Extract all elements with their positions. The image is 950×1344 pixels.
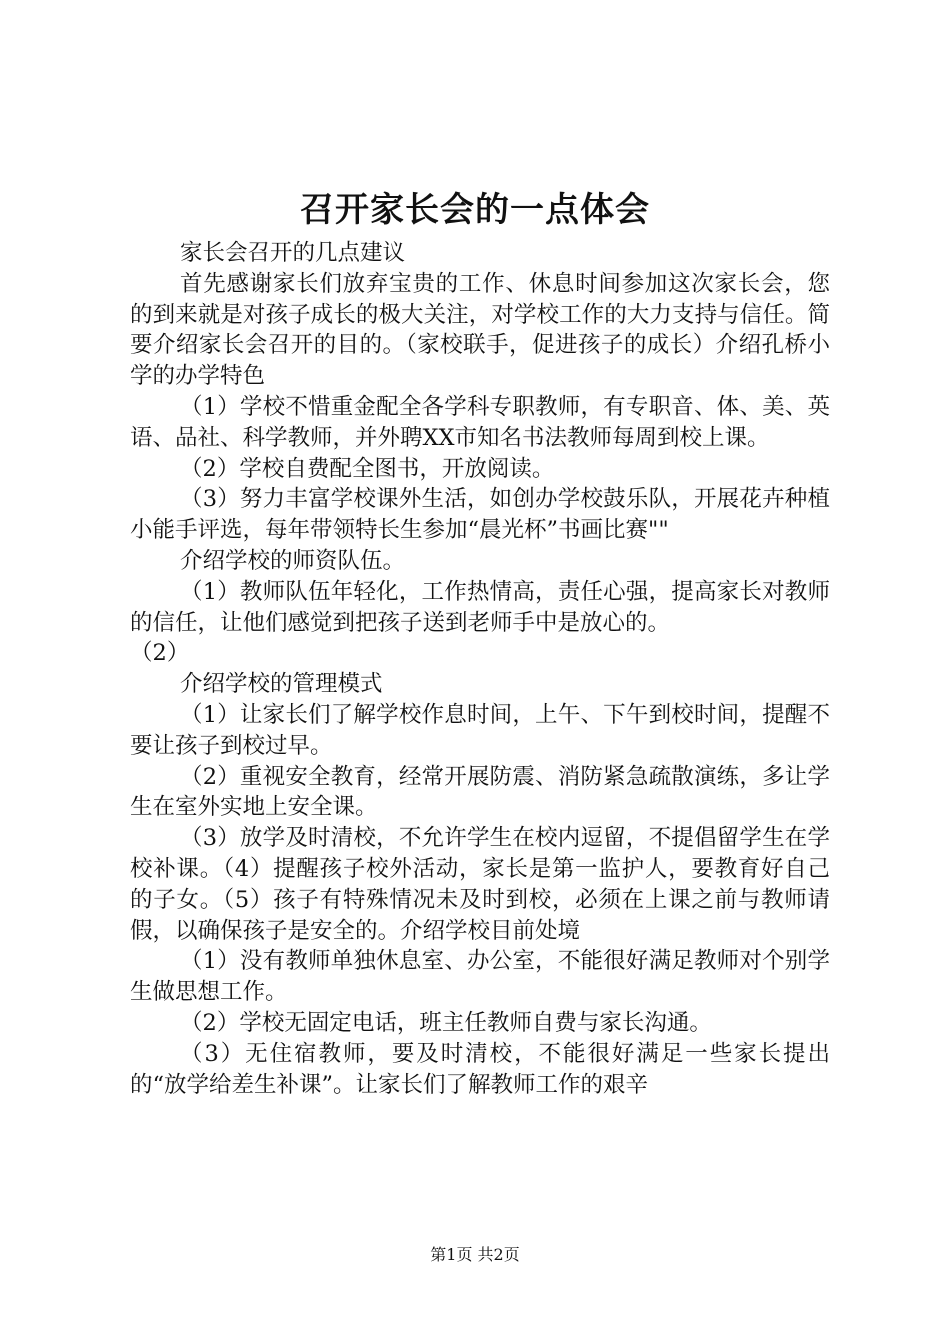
paragraph: （3）努力丰富学校课外生活，如创办学校鼓乐队，开展花卉种植小能手评选，每年带领特长生参加“晨光杯”书画比赛"" — [130, 486, 830, 544]
paragraph: （1）学校不惜重金配全各学科专职教师，有专职音、体、美、英语、品社、科学教师，并外聘XX市知名书法教师每周到校上课。 — [130, 393, 830, 451]
document-body — [130, 238, 830, 1100]
paragraph: （2）重视安全教育，经常开展防震、消防紧急疏散演练，多让学生在室外实地上安全课。 — [130, 763, 830, 821]
paragraph: 家长会召开的几点建议 — [180, 240, 406, 266]
page-number-footer: 第1页 共2页 — [430, 1245, 520, 1264]
paragraph: （1）让家长们了解学校作息时间，上午、下午到校时间，提醒不要让孩子到校过早。 — [130, 701, 830, 759]
paragraph: 首先感谢家长们放弃宝贵的工作、休息时间参加这次家长会，您的到来就是对孩子成长的极大关注，对学校工作的大力支持与信任。简要介绍家长会召开的目的。（家校联手，促进孩子的成长）介绍孔桥小学的办学特色 — [130, 270, 830, 390]
paragraph: （2）学校自费配全图书，开放阅读。 — [180, 455, 555, 482]
paragraph: （3）放学及时清校，不允许学生在校内逗留，不提倡留学生在学校补课。（4）提醒孩子校外活动，家长是第一监护人，要教育好自己的子女。（5）孩子有特殊情况未及时到校，必须在上课之前与教师请假，以确保孩子是安全的。介绍学校目前处境 — [130, 825, 830, 944]
paragraph: 介绍学校的师资队伍。 — [180, 547, 406, 574]
document-title: 召开家长会的一点体会 — [300, 190, 650, 230]
paragraph: （3）无住宿教师，要及时清校，不能很好满足一些家长提出的“放学给差生补课”。让家长们了解教师工作的艰辛 — [130, 1040, 830, 1098]
paragraph: （1）没有教师单独休息室、办公室，不能很好满足教师对个别学生做思想工作。 — [130, 948, 830, 1006]
paragraph: （1）教师队伍年轻化，工作热情高，责任心强，提高家长对教师的信任，让他们感觉到把孩子送到老师手中是放心的。 — [130, 578, 830, 636]
paragraph: 介绍学校的管理模式 — [180, 671, 383, 698]
paragraph: （2）学校无固定电话，班主任教师自费与家长沟通。 — [180, 1009, 712, 1036]
paragraph: （2） — [130, 640, 190, 667]
